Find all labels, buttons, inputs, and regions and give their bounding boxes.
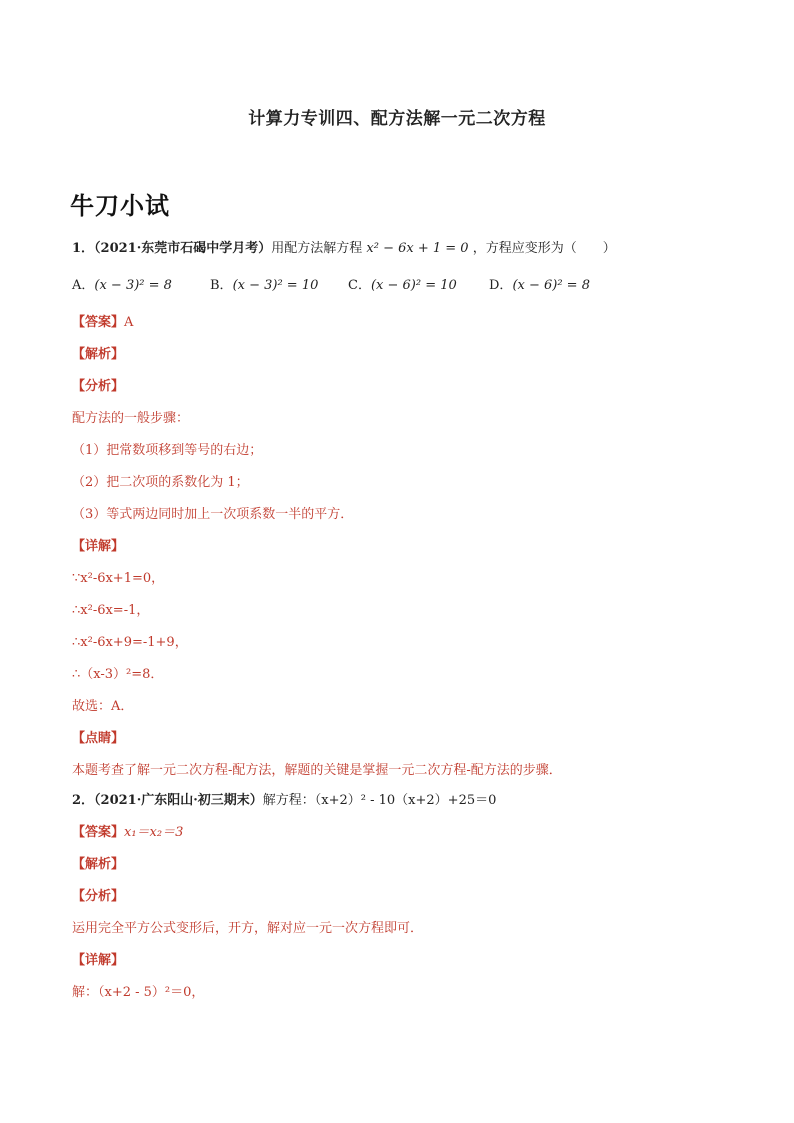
option-d-label: D．: [489, 278, 513, 293]
question-1: [72, 240, 616, 258]
q1-step-3: （3）等式两边同时加上一次项系数一半的平方．: [72, 507, 354, 522]
q1-step-1: （1）把常数项移到等号的右边；: [72, 443, 263, 458]
q1-detail-line-3: ∴x²-6x+9=-1+9，: [72, 635, 188, 650]
q1-answer: [72, 314, 133, 332]
q2-source: （2021·广东阳山·初三期末）: [94, 793, 263, 808]
q1-dianjing-tag: 【点睛】: [72, 731, 125, 746]
option-d: [489, 277, 627, 295]
q1-choose: 故选：A．: [72, 699, 134, 714]
option-b-label: B．: [210, 278, 233, 293]
q1-fenxi-tag: 【分析】: [72, 379, 125, 394]
q1-answer-tag: 【答案】: [72, 315, 125, 330]
option-c: [348, 277, 489, 295]
q1-stem-b: ，方程应变形为（ ）: [468, 241, 616, 256]
option-c-label: C．: [348, 278, 371, 293]
q1-stem-a: 用配方法解方程: [271, 241, 367, 256]
q2-number: 2．: [72, 793, 95, 808]
q2-detail-first: 解：（x+2 - 5）²＝0，: [72, 985, 205, 1000]
q1-detail-line-2: ∴x²-6x=-1，: [72, 603, 150, 618]
q1-dianjing: 本题考查了解一元二次方程-配方法，解题的关键是掌握一元二次方程-配方法的步骤．: [72, 763, 562, 778]
q1-source: （2021·东莞市石碣中学月考）: [94, 241, 272, 256]
q2-analysis-tag: 【解析】: [72, 857, 125, 872]
q2-fenxi-tag: 【分析】: [72, 889, 125, 904]
q1-equation: x² − 6x + 1 = 0: [366, 241, 469, 256]
q1-detail-tag: 【详解】: [72, 539, 125, 554]
option-b-expr: (x − 3)² = 10: [232, 278, 319, 293]
q1-answer-value: A: [124, 315, 134, 330]
page-title: 计算力专训四、配方法解一元二次方程: [248, 109, 546, 129]
q2-fenxi: 运用完全平方公式变形后，开方，解对应一元一次方程即可．: [72, 921, 424, 936]
q1-number: 1．: [72, 241, 95, 256]
q1-step-2: （2）把二次项的系数化为 1；: [72, 475, 249, 490]
q2-detail-tag: 【详解】: [72, 953, 125, 968]
option-c-expr: (x − 6)² = 10: [370, 278, 457, 293]
q2-answer: [72, 824, 183, 842]
q1-options: [72, 277, 627, 295]
option-a-expr: (x − 3)² = 8: [94, 278, 172, 293]
q1-detail-line-1: ∵x²-6x+1=0，: [72, 571, 165, 586]
section-heading: 牛刀小试: [70, 192, 170, 220]
option-d-expr: (x − 6)² = 8: [512, 278, 590, 293]
q2-answer-value: x₁＝x₂＝3: [124, 825, 184, 840]
q1-analysis-tag: 【解析】: [72, 347, 125, 362]
q2-stem: 解方程：（x+2）² - 10（x+2）+25＝0: [262, 793, 497, 808]
question-2: [72, 792, 496, 810]
option-a: [72, 277, 210, 295]
q1-steps-intro: 配方法的一般步骤：: [72, 411, 190, 426]
q1-detail-line-4: ∴（x-3）²=8．: [72, 667, 164, 682]
q2-answer-tag: 【答案】: [72, 825, 125, 840]
option-b: [210, 277, 348, 295]
option-a-label: A．: [72, 278, 95, 293]
